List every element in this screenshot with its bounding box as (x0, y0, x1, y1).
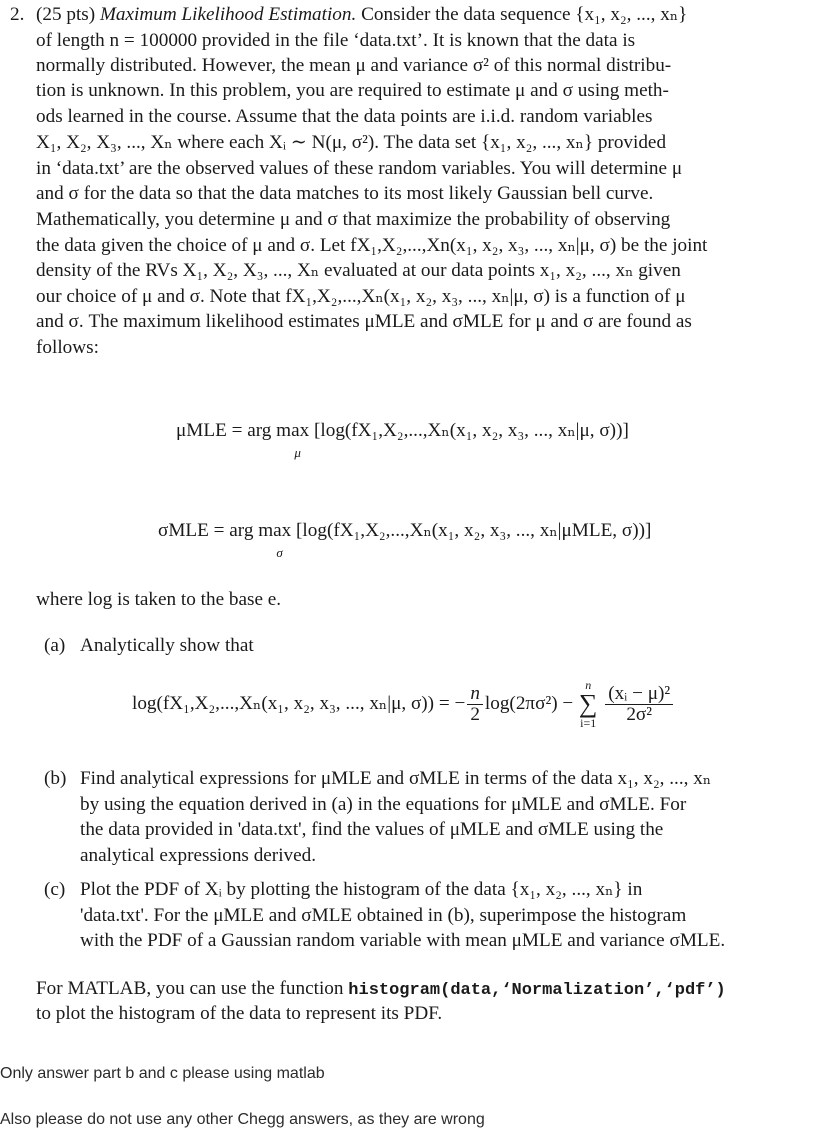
eq-mu-lhs: μMLE = arg max (176, 420, 310, 441)
part-a-eq-lhs: log(fX₁,X₂,...,Xₙ(x₁, x₂, x₃, ..., xₙ|μ, σ)) = − (132, 693, 466, 715)
part-c-label: (c) (44, 879, 66, 900)
problem-number: 2. (10, 4, 25, 25)
intro-line-3: tion is unknown. In this problem, you are required to estimate μ and σ using meth- (36, 80, 669, 101)
part-b-line-2: the data provided in 'data.txt', find the values of μMLE and σMLE using the (80, 819, 664, 840)
part-c-line-0: Plot the PDF of Xᵢ by plotting the histogram of the data {x₁, x₂, ..., xₙ} in (80, 879, 643, 900)
sum-upper-limit: n (585, 678, 592, 692)
frac1-numerator: n (467, 684, 483, 705)
equation-mu-mle (176, 418, 629, 460)
intro-line-12: and σ. The maximum likelihood estimates μMLE and σMLE for μ and σ are found as (36, 311, 692, 332)
eq-mu-rhs: [log(fX₁,X₂,...,Xₙ(x₁, x₂, x₃, ..., xₙ|μ, σ))] (314, 420, 629, 441)
summation-operator (577, 679, 599, 729)
matlab-note-suffix: to plot the histogram of the data to represent its PDF. (36, 1003, 443, 1024)
part-b-line-3: analytical expressions derived. (80, 845, 317, 866)
matlab-note-line-0 (36, 976, 726, 1004)
eq-sigma-rhs: [log(fX₁,X₂,...,Xₙ(x₁, x₂, x₃, ..., xₙ|μMLE, σ))] (296, 520, 652, 541)
frac2-denominator: 2σ² (626, 703, 653, 725)
fraction-squared-deviation (605, 684, 673, 725)
part-b-line-0: Find analytical expressions for μMLE and σMLE in terms of the data x₁, x₂, ..., xₙ (80, 768, 712, 789)
argmax-sigma-subscript: σ (276, 545, 283, 560)
part-a-text: Analytically show that (80, 635, 254, 656)
sum-lower-limit: i=1 (580, 716, 597, 730)
intro-line-10: density of the RVs X₁, X₂, X₃, ..., Xₙ evaluated at our data points x₁, x₂, ..., xₙ given (36, 260, 681, 281)
part-b-line-1: by using the equation derived in (a) in the equations for μMLE and σMLE. For (80, 794, 687, 815)
matlab-histogram-code: histogram(data,‘Normalization’,‘pdf’) (348, 981, 726, 1000)
argmax-mu (176, 418, 310, 460)
part-b-label: (b) (44, 768, 67, 789)
intro-line-2: normally distributed. However, the mean μ and variance σ² of this normal distribu- (36, 55, 672, 76)
intro-line-4: ods learned in the course. Assume that the data points are i.i.d. random variables (36, 106, 653, 127)
student-note-no-chegg: Also please do not use any other Chegg answers, as they are wrong (0, 1111, 485, 1128)
student-note-part-b-c: Only answer part b and c please using matlab (0, 1065, 325, 1082)
part-a-label: (a) (44, 635, 66, 656)
intro-line-6: in ‘data.txt’ are the observed values of these random variables. You will determine μ (36, 158, 683, 179)
frac2-numerator: (xᵢ − μ)² (605, 684, 673, 705)
problem-heading-line (36, 2, 687, 28)
intro-line-9: the data given the choice of μ and σ. Let fX₁,X₂,...,Xn(x₁, x₂, x₃, ..., xₙ|μ, σ) be the joint (36, 235, 708, 256)
part-a-equation (132, 674, 675, 734)
log-base-note: where log is taken to the base e. (36, 589, 282, 610)
problem-points: (25 pts) (36, 4, 96, 25)
intro-line-5: X₁, X₂, X₃, ..., Xₙ where each Xᵢ ∼ N(μ, σ²). The data set {x₁, x₂, ..., xₙ} provided (36, 132, 667, 153)
argmax-mu-subscript: μ (294, 445, 301, 460)
fraction-n-over-2 (467, 684, 483, 725)
frac1-denominator: 2 (470, 703, 480, 725)
sigma-symbol: ∑ (578, 689, 598, 718)
intro-line-1: of length n = 100000 provided in the file ‘data.txt’. It is known that the data is (36, 30, 636, 51)
eq-sigma-lhs: σMLE = arg max (158, 520, 292, 541)
problem-title: Maximum Likelihood Estimation. (99, 4, 357, 25)
matlab-note-prefix: For MATLAB, you can use the function (36, 978, 344, 999)
part-a-eq-mid: log(2πσ²) − (484, 693, 574, 715)
intro-line-13: follows: (36, 337, 99, 358)
equation-sigma-mle (158, 518, 652, 560)
part-c-line-2: with the PDF of a Gaussian random variable with mean μMLE and variance σMLE. (80, 930, 726, 951)
argmax-sigma (158, 518, 292, 560)
intro-line-0: Consider the data sequence {x₁, x₂, ..., xₙ} (361, 4, 688, 25)
intro-line-7: and σ for the data so that the data matches to its most likely Gaussian bell curve. (36, 183, 654, 204)
part-c-line-1: 'data.txt'. For the μMLE and σMLE obtained in (b), superimpose the histogram (80, 905, 687, 926)
intro-line-8: Mathematically, you determine μ and σ that maximize the probability of observing (36, 209, 671, 230)
intro-line-11: our choice of μ and σ. Note that fX₁,X₂,...,Xₙ(x₁, x₂, x₃, ..., xₙ|μ, σ) is a function of μ (36, 286, 686, 307)
